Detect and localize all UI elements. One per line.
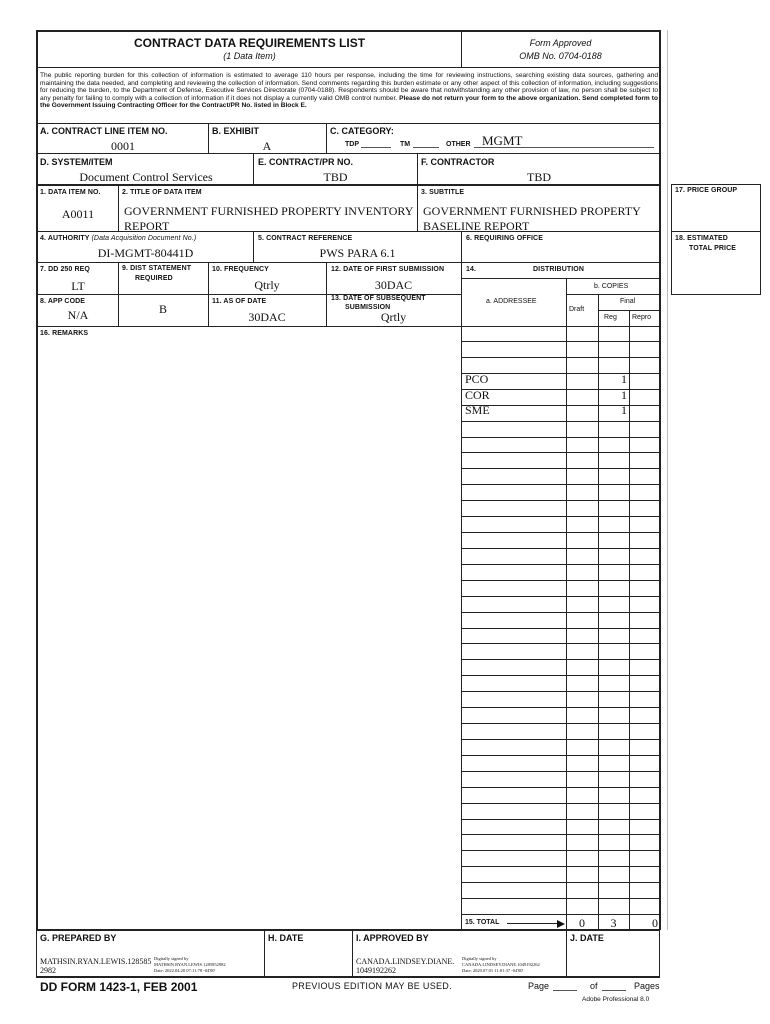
block-c-label: C. CATEGORY: xyxy=(330,126,394,136)
dist-row-2-addressee[interactable]: COR xyxy=(465,388,490,402)
dist-row-line xyxy=(461,564,660,565)
prepared-name: MATHSIN.RYAN.LEWIS.128585 xyxy=(40,957,152,966)
prepared-by-signature[interactable] xyxy=(40,955,262,975)
approved-by-signature[interactable] xyxy=(356,955,564,975)
page-label: Page xyxy=(528,981,550,991)
dist-row-line xyxy=(461,643,660,644)
item-11-value[interactable]: 30DAC xyxy=(248,310,286,324)
block-a-label: A. CONTRACT LINE ITEM NO. xyxy=(40,126,168,136)
block-i-label: I. APPROVED BY xyxy=(356,933,429,943)
dist-row-line xyxy=(461,803,660,804)
item-14-draft: Draft xyxy=(569,306,585,313)
total-reg[interactable]: 3 xyxy=(610,916,617,930)
block-c-tdp: TDP xyxy=(345,141,359,148)
item-8-label: 8. APP CODE xyxy=(40,298,86,305)
burden-statement xyxy=(40,72,658,110)
item-13-label-a: 13. DATE OF SUBSEQUENT xyxy=(331,295,426,302)
dist-row-line xyxy=(461,516,660,517)
form-subtitle: (1 Data Item) xyxy=(223,51,276,61)
item-9-label-a: 9. DIST STATEMENT xyxy=(122,265,192,272)
item-3-line1[interactable]: GOVERNMENT FURNISHED PROPERTY xyxy=(423,204,641,218)
item-4-label-text: 4. AUTHORITY xyxy=(40,235,90,242)
approved-sig-1: Digitally signed by xyxy=(462,956,497,961)
item-12-label: 12. DATE OF FIRST SUBMISSION xyxy=(331,266,445,273)
dist-row-line xyxy=(461,882,660,883)
dist-row-line xyxy=(461,452,660,453)
dist-row-line xyxy=(461,834,660,835)
dist-row-line xyxy=(461,437,660,438)
dist-row-line xyxy=(461,739,660,740)
item-7-label: 7. DD 250 REQ xyxy=(40,266,90,273)
block-j-label: J. DATE xyxy=(570,933,604,943)
item-13-value[interactable]: Qrtly xyxy=(380,310,407,324)
dist-row-line xyxy=(461,373,660,374)
block-d-value[interactable]: Document Control Services xyxy=(79,170,213,184)
dist-row-line xyxy=(461,866,660,867)
form-approved: Form Approved xyxy=(529,38,592,48)
item-10-value[interactable]: Qtrly xyxy=(254,278,280,292)
dist-row-line xyxy=(461,659,660,660)
dist-row-line xyxy=(461,405,660,406)
approved-sig-3: Date: 2020.07.01 11:01:37 -04'00' xyxy=(462,968,524,973)
item-17-label: 17. PRICE GROUP xyxy=(675,187,738,194)
block-d-label: D. SYSTEM/ITEM xyxy=(40,157,113,167)
dist-row-line xyxy=(461,755,660,756)
block-c-value[interactable]: MGMT xyxy=(482,133,523,148)
item-14-repro: Repro xyxy=(632,314,652,321)
item-1-value[interactable]: A0011 xyxy=(61,207,95,221)
adobe-version: Adobe Professional 8.0 xyxy=(582,996,650,1003)
dist-row-line xyxy=(461,421,660,422)
prepared-sig-2: MATHSIN.RYAN.LEWIS.1285852982 xyxy=(154,962,226,967)
dist-row-line xyxy=(461,532,660,533)
previous-edition: PREVIOUS EDITION MAY BE USED. xyxy=(292,981,452,991)
dist-row-line xyxy=(461,898,660,899)
omb-number: OMB No. 0704-0188 xyxy=(519,51,602,61)
item-3-line2[interactable]: BASELINE REPORT xyxy=(423,219,530,233)
dist-row-line xyxy=(461,357,660,358)
dist-row-line xyxy=(461,500,660,501)
item-2-line2[interactable]: REPORT xyxy=(124,219,170,233)
total-repro[interactable]: 0 xyxy=(652,916,658,930)
dist-row-line xyxy=(461,707,660,708)
j-date-field[interactable] xyxy=(568,945,658,975)
prepared-name-2: 2982 xyxy=(40,966,56,975)
block-a-value[interactable]: 0001 xyxy=(111,139,135,153)
item-4-label-italic: (Data Acquisition Document No.) xyxy=(91,235,197,242)
total-draft[interactable]: 0 xyxy=(579,916,585,930)
dist-row-1-addressee[interactable]: PCO xyxy=(465,372,489,386)
total-arrow-icon xyxy=(557,920,565,928)
dist-row-line xyxy=(461,468,660,469)
item-8-value[interactable]: N/A xyxy=(67,308,89,322)
dist-row-line xyxy=(461,675,660,676)
block-b-value[interactable]: A xyxy=(262,139,272,153)
dist-row-line xyxy=(461,341,660,342)
dist-row-line xyxy=(461,850,660,851)
item-13-label-b: SUBMISSION xyxy=(345,304,391,311)
h-date-field[interactable] xyxy=(266,945,351,975)
dist-row-line xyxy=(461,914,660,915)
dist-row-line xyxy=(461,723,660,724)
block-e-label: E. CONTRACT/PR NO. xyxy=(258,157,354,167)
burden-text: The public reporting burden for this collection of information is estimated to average 110 hours per response, including the time for reviewing instructions, searching existing data sources, gathering and maintaining the data needed, and completing and reviewing the collection of information. Send comments regarding this burden estimate or any other aspect of this collection of information, including suggestions for reducing the burden, to the Department of Defense, Executive Services Directorate (0704-0188). Respondents should be aware that notwithstanding any other provision of law, no person shall be subject to any penalty for failing to comply with a collection of information if it does not display a currently valid OMB control number. xyxy=(40,72,658,102)
item-1-label: 1. DATA ITEM NO. xyxy=(40,189,101,196)
block-f-value[interactable]: TBD xyxy=(527,170,551,184)
dist-row-line xyxy=(461,787,660,788)
approved-name: CANADA.LINDSEY.DIANE. xyxy=(356,957,455,966)
dist-row-3-reg[interactable]: 1 xyxy=(621,403,627,417)
dist-row-line xyxy=(461,612,660,613)
item-5-value[interactable]: PWS PARA 6.1 xyxy=(319,246,396,260)
approved-name-2: 1049192262 xyxy=(356,966,396,975)
prepared-sig-3: Date: 2022.04.20 07:11:78 -04'00' xyxy=(154,968,216,973)
item-7-value[interactable]: LT xyxy=(71,279,85,293)
form-title: CONTRACT DATA REQUIREMENTS LIST xyxy=(133,36,366,50)
of-label: of xyxy=(590,981,598,991)
block-h-label: H. DATE xyxy=(268,933,304,943)
item-16-label: 16. REMARKS xyxy=(40,330,89,337)
item-14-label: 14. xyxy=(466,266,477,273)
item-4-label xyxy=(40,235,196,242)
approved-sig-2: CANADA.LINDSEY.DIANE.1049192262 xyxy=(462,962,540,967)
block-c-other: OTHER xyxy=(446,141,471,148)
block-c-tm: TM xyxy=(400,141,411,148)
dist-row-1-reg[interactable]: 1 xyxy=(621,372,627,386)
item-14-addressee: a. ADDRESSEE xyxy=(486,298,537,305)
dist-row-line xyxy=(461,389,660,390)
form-number: DD FORM 1423-1, FEB 2001 xyxy=(40,980,198,994)
item-9-label-b: REQUIRED xyxy=(135,275,173,282)
item-9-value[interactable]: B xyxy=(158,302,167,316)
remarks-area[interactable] xyxy=(38,340,460,928)
item-18-label-b: TOTAL PRICE xyxy=(689,245,736,252)
block-g-label: G. PREPARED BY xyxy=(40,933,117,943)
dist-row-2-reg[interactable]: 1 xyxy=(621,388,627,402)
prepared-sig-1: Digitally signed by xyxy=(154,956,189,961)
total-arrow-line xyxy=(507,923,559,924)
item-12-value[interactable]: 30DAC xyxy=(374,278,413,292)
item-5-label: 5. CONTRACT REFERENCE xyxy=(258,235,353,242)
item-10-label: 10. FREQUENCY xyxy=(212,266,269,273)
item-14-final: Final xyxy=(620,298,636,305)
dist-row-line xyxy=(461,819,660,820)
item-14-reg: Reg xyxy=(604,314,617,321)
item-2-line1[interactable]: GOVERNMENT FURNISHED PROPERTY INVENTORY xyxy=(124,204,414,218)
dist-row-3-addressee[interactable]: SME xyxy=(465,403,490,417)
dist-row-line xyxy=(461,596,660,597)
item-18-label-a: 18. ESTIMATED xyxy=(675,235,728,242)
item-4-value[interactable]: DI-MGMT-80441D xyxy=(97,246,194,260)
dist-row-line xyxy=(461,484,660,485)
item-14-copies: b. COPIES xyxy=(594,283,629,290)
item-3-label: 3. SUBTITLE xyxy=(421,189,465,196)
block-e-value[interactable]: TBD xyxy=(323,170,348,184)
burden-bold: Please do not return your form to the above organization. Send completed form to the Government Issuing Contracting Officer for the Contract/PR No. listed in Block E. xyxy=(40,94,658,109)
item-6-label: 6. REQUIRING OFFICE xyxy=(466,235,543,242)
dist-row-line xyxy=(461,691,660,692)
dist-row-line xyxy=(461,628,660,629)
item-14-distribution: DISTRIBUTION xyxy=(533,266,584,273)
dist-row-line xyxy=(461,548,660,549)
total-label: 15. TOTAL xyxy=(465,919,500,926)
dist-row-line xyxy=(461,580,660,581)
item-11-label: 11. AS OF DATE xyxy=(212,298,267,305)
pages-label: Pages xyxy=(634,981,660,991)
dist-row-line xyxy=(461,771,660,772)
item-2-label: 2. TITLE OF DATA ITEM xyxy=(122,189,202,196)
block-f-label: F. CONTRACTOR xyxy=(421,157,495,167)
block-b-label: B. EXHIBIT xyxy=(212,126,260,136)
